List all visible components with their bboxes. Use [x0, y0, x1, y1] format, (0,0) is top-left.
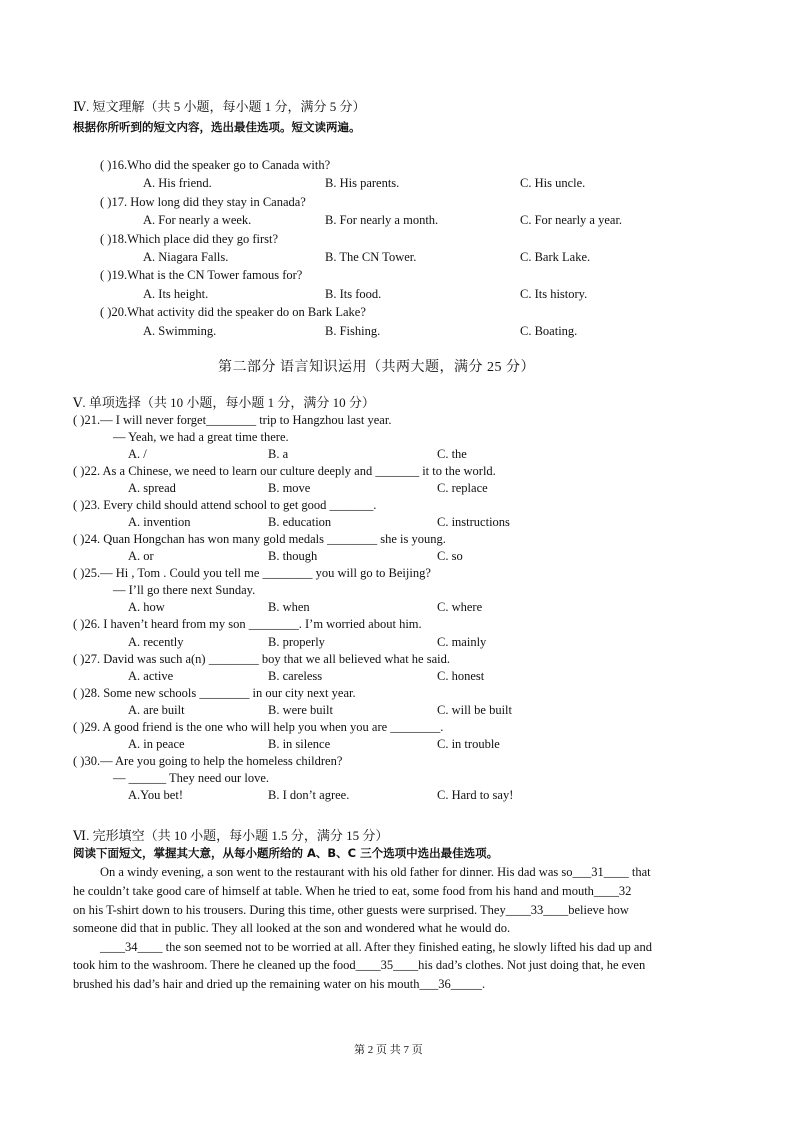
- option-20-c: C. Boating.: [520, 324, 578, 338]
- reply-25: — I’ll go there next Sunday.: [113, 583, 256, 597]
- section-6-title: Ⅵ. 完形填空（共 10 小题，每小题 1.5 分，满分 15 分）: [73, 828, 389, 843]
- section-4-title: Ⅳ. 短文理解（共 5 小题，每小题 1 分，满分 5 分）: [73, 99, 366, 114]
- option-24-b: B. though: [268, 549, 318, 563]
- option-19-a: A. Its height.: [143, 287, 209, 301]
- option-28-c: C. will be built: [437, 703, 512, 717]
- option-26-a: A. recently: [128, 635, 184, 649]
- passage-line-4: someone did that in public. They all looked at the son and wondered what he would do.: [73, 921, 511, 935]
- option-28-b: B. were built: [268, 703, 333, 717]
- passage-line-5: ____34____ the son seemed not to be worried at all. After they finished eating, he slowly lifted his dad up and: [100, 940, 652, 954]
- option-18-a: A. Niagara Falls.: [143, 250, 229, 264]
- option-25-c: C. where: [437, 600, 483, 614]
- option-22-a: A. spread: [128, 481, 176, 495]
- question-19: ( )19.What is the CN Tower famous for?: [100, 268, 303, 282]
- reply-30: — ______ They need our love.: [113, 771, 269, 785]
- question-29: ( )29. A good friend is the one who will help you when you are ________.: [73, 720, 444, 734]
- option-18-c: C. Bark Lake.: [520, 250, 591, 264]
- question-28: ( )28. Some new schools ________ in our city next year.: [73, 686, 356, 700]
- question-26: ( )26. I haven’t heard from my son ________. I’m worried about him.: [73, 617, 422, 631]
- option-28-a: A. are built: [128, 703, 185, 717]
- question-18: ( )18.Which place did they go first?: [100, 232, 279, 246]
- option-30-b: B. I don’t agree.: [268, 788, 350, 802]
- passage-line-3: on his T-shirt down to his trousers. During this time, other guests were surprised. They____33____believe how: [73, 903, 629, 917]
- question-24: ( )24. Quan Hongchan has won many gold medals ________ she is young.: [73, 532, 446, 546]
- section-6-instruction: 阅读下面短文，掌握其大意，从每小题所给的 A、B、C 三个选项中选出最佳选项。: [73, 846, 499, 860]
- option-21-a: A. /: [128, 447, 147, 461]
- option-25-a: A. how: [128, 600, 165, 614]
- passage-line-2: he couldn’t take good care of himself at table. When he tried to eat, some food from his hand and mouth____32: [73, 884, 632, 898]
- option-27-b: B. careless: [268, 669, 323, 683]
- option-16-c: C. His uncle.: [520, 176, 586, 190]
- section-5-title: Ⅴ. 单项选择（共 10 小题，每小题 1 分，满分 10 分）: [73, 395, 375, 410]
- question-21: ( )21.— I will never forget________ trip to Hangzhou last year.: [73, 413, 392, 427]
- question-22: ( )22. As a Chinese, we need to learn our culture deeply and _______ it to the world.: [73, 464, 496, 478]
- passage-line-1: On a windy evening, a son went to the restaurant with his old father for dinner. His dad was so___31____ that: [100, 865, 651, 879]
- option-18-b: B. The CN Tower.: [325, 250, 417, 264]
- option-20-a: A. Swimming.: [143, 324, 217, 338]
- option-23-a: A. invention: [128, 515, 191, 529]
- option-21-c: C. the: [437, 447, 467, 461]
- passage-line-7: brushed his dad’s hair and dried up the remaining water on his mouth___36_____.: [73, 977, 486, 991]
- question-20: ( )20.What activity did the speaker do on Bark Lake?: [100, 305, 366, 319]
- option-16-b: B. His parents.: [325, 176, 400, 190]
- reply-21: — Yeah, we had a great time there.: [113, 430, 289, 444]
- option-29-c: C. in trouble: [437, 737, 500, 751]
- section-4-instruction: 根据你所听到的短文内容，选出最佳选项。短文读两遍。: [73, 120, 361, 134]
- page-footer: 第 2 页 共 7 页: [354, 1044, 423, 1056]
- option-30-c: C. Hard to say!: [437, 788, 514, 802]
- option-29-b: B. in silence: [268, 737, 331, 751]
- part-2-title: 第二部分 语言知识运用（共两大题，满分 25 分）: [218, 360, 535, 375]
- option-17-a: A. For nearly a week.: [143, 213, 252, 227]
- option-26-b: B. properly: [268, 635, 325, 649]
- question-30: ( )30.— Are you going to help the homeless children?: [73, 754, 343, 768]
- question-27: ( )27. David was such a(n) ________ boy that we all believed what he said.: [73, 652, 450, 666]
- question-25: ( )25.— Hi , Tom . Could you tell me ________ you will go to Beijing?: [73, 566, 431, 580]
- passage-line-6: took him to the washroom. There he cleaned up the food____35____his dad’s clothes. Not just doing that, he even: [73, 958, 646, 972]
- option-24-c: C. so: [437, 549, 463, 563]
- option-21-b: B. a: [268, 447, 289, 461]
- question-16: ( )16.Who did the speaker go to Canada with?: [100, 158, 331, 172]
- option-16-a: A. His friend.: [143, 176, 212, 190]
- option-17-c: C. For nearly a year.: [520, 213, 623, 227]
- question-17: ( )17. How long did they stay in Canada?: [100, 195, 306, 209]
- option-23-c: C. instructions: [437, 515, 510, 529]
- option-25-b: B. when: [268, 600, 310, 614]
- question-23: ( )23. Every child should attend school to get good _______.: [73, 498, 377, 512]
- option-27-c: C. honest: [437, 669, 485, 683]
- option-19-b: B. Its food.: [325, 287, 382, 301]
- option-30-a: A.You bet!: [128, 788, 183, 802]
- option-27-a: A. active: [128, 669, 174, 683]
- option-23-b: B. education: [268, 515, 332, 529]
- option-17-b: B. For nearly a month.: [325, 213, 439, 227]
- option-22-b: B. move: [268, 481, 311, 495]
- option-26-c: C. mainly: [437, 635, 487, 649]
- option-22-c: C. replace: [437, 481, 488, 495]
- option-20-b: B. Fishing.: [325, 324, 381, 338]
- option-19-c: C. Its history.: [520, 287, 588, 301]
- option-29-a: A. in peace: [128, 737, 185, 751]
- option-24-a: A. or: [128, 549, 154, 563]
